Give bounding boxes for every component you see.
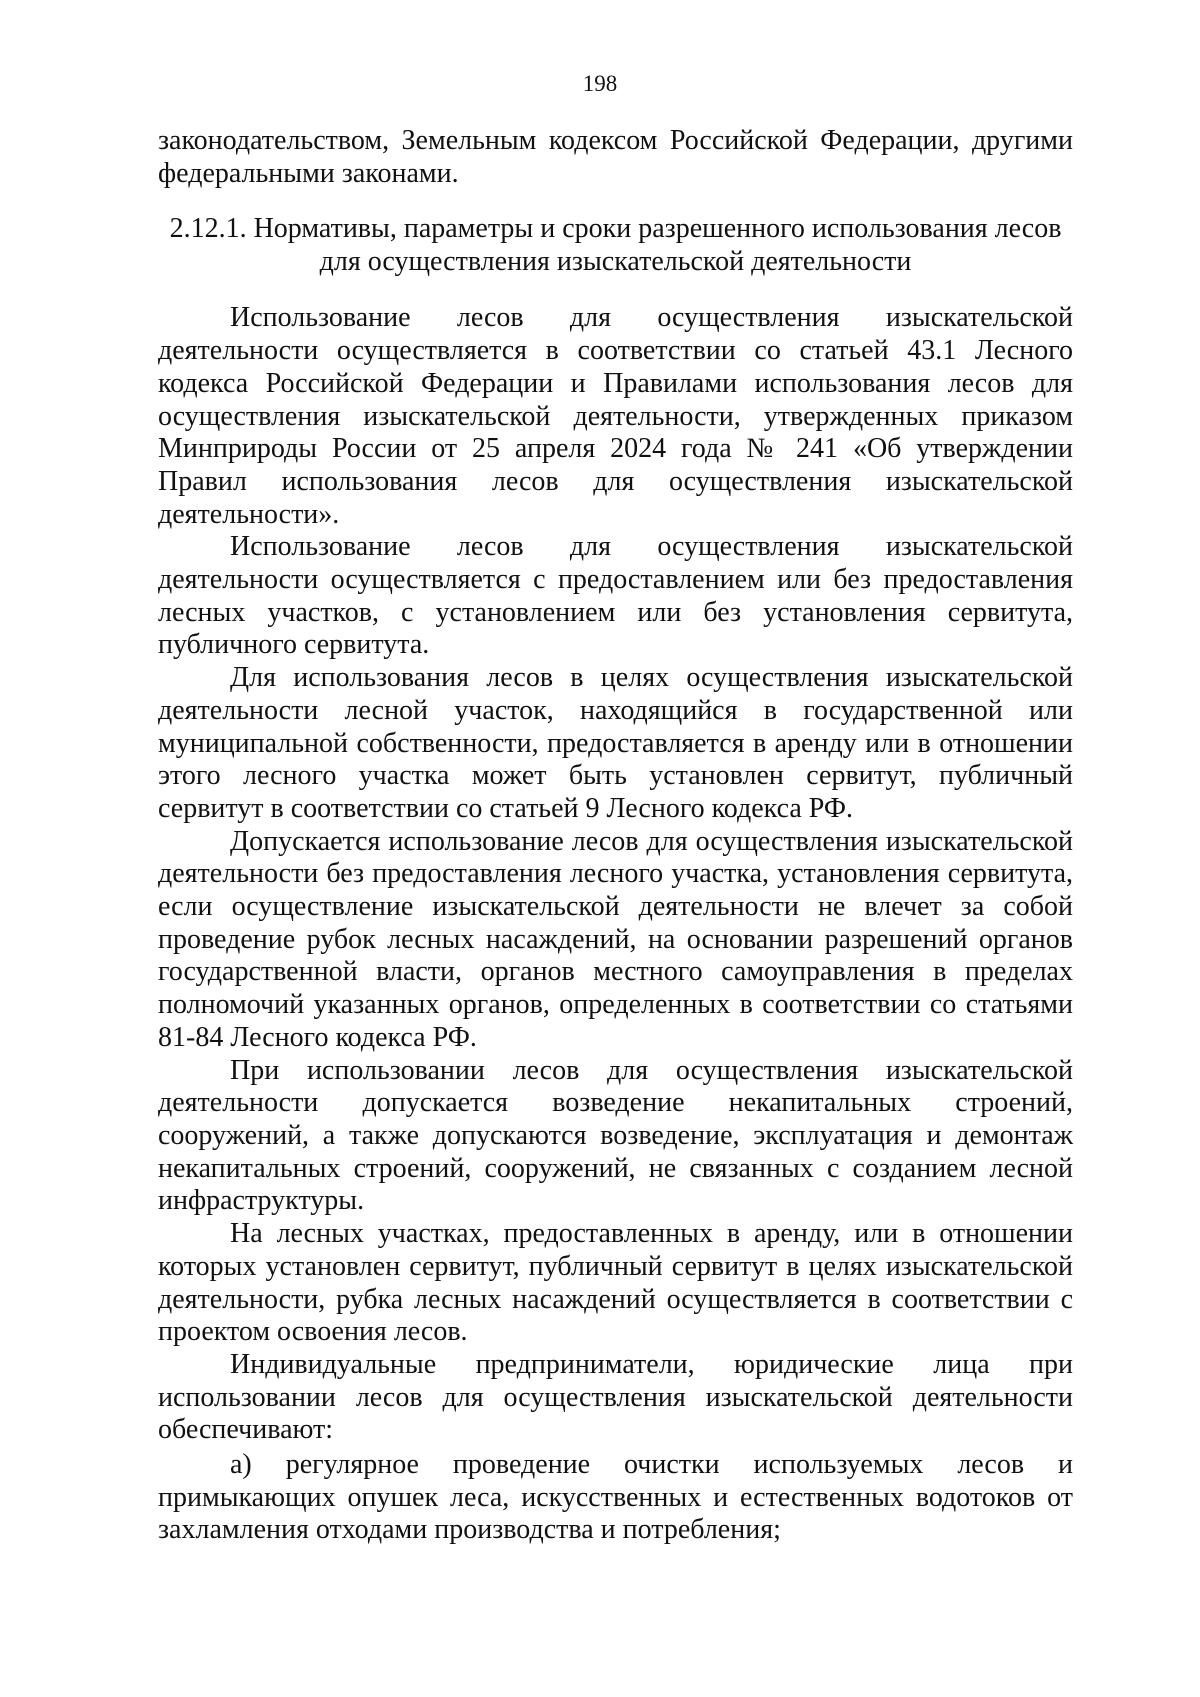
- paragraph-5: При использовании лесов для осуществления изыскательской деятельности допускается возведение некапитальных строений, сооружений, а также допускаются возведение, эксплуатация и демонтаж некапитальных строений, сооружений, не связанных с созданием лесной инфраструктуры.: [158, 1054, 1073, 1217]
- list-item-a: а) регулярное проведение очистки используемых лесов и примыкающих опушек леса, искусственных и естественных водотоков от захламления отходами производства и потребления;: [158, 1449, 1073, 1546]
- page-number: 198: [582, 71, 618, 96]
- paragraph-7: Индивидуальные предприниматели, юридические лица при использовании лесов для осуществления изыскательской деятельности обеспечивают:: [158, 1348, 1073, 1446]
- section-heading-line-2: для осуществления изыскательской деятельности: [319, 246, 912, 278]
- paragraph-3: Для использования лесов в целях осуществления изыскательской деятельности лесной участок, находящийся в государственной или муниципальной собственности, предоставляется в аренду или в отношении этого лесного участка может быть установлен сервитут, публичный сервитут в соответствии со статьей 9 Лесного кодекса РФ.: [158, 662, 1073, 824]
- section-heading: [158, 212, 1073, 278]
- paragraph-2: Использование лесов для осуществления изыскательской деятельности осуществляется с предоставлением или без предоставления лесных участков, с установлением или без установления сервитута, публичного сервитута.: [158, 531, 1073, 661]
- paragraph-4: Допускается использование лесов для осуществления изыскательской деятельности без предоставления лесного участка, установления сервитута, если осуществление изыскательской деятельности не влечет за собой проведение рубок лесных насаждений, на основании разрешений органов государственной власти, органов местного самоуправления в пределах полномочий указанных органов, определенных в соответствии со статьями 81-84 Лесного кодекса РФ.: [158, 825, 1073, 1053]
- section-heading-line-1: 2.12.1. Нормативы, параметры и сроки разрешенного использования лесов: [169, 213, 1062, 245]
- continuation-paragraph: законодательством, Земельным кодексом Российской Федерации, другими федеральными законами.: [158, 125, 1073, 189]
- paragraph-1: Использование лесов для осуществления изыскательской деятельности осуществляется в соответствии со статьей 43.1 Лесного кодекса Российской Федерации и Правилами использования лесов для осуществления изыскательской деятельности, утвержденных приказом Минприроды России от 25 апреля 2024 года № 241 «Об утверждении Правил использования лесов для осуществления изыскательской деятельности».: [158, 302, 1073, 530]
- paragraph-6: На лесных участках, предоставленных в аренду, или в отношении которых установлен сервитут, публичный сервитут в целях изыскательской деятельности, рубка лесных насаждений осуществляется в соответствии с проектом освоения лесов.: [158, 1218, 1073, 1348]
- page-content: [158, 125, 1073, 1547]
